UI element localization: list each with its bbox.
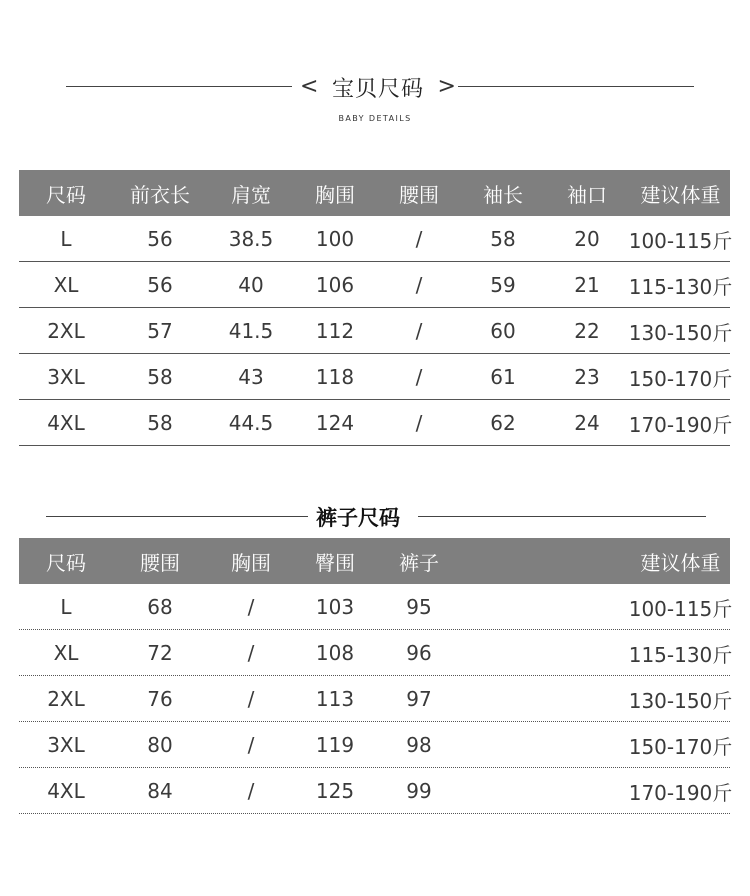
table-cell: 43 [238,365,264,389]
table-cell: 58 [490,227,516,251]
tops-table-header [19,170,730,216]
table-row [19,630,733,676]
table-cell: 68 [147,595,173,619]
weight-cell: 150-170斤 [628,366,733,391]
header-cell: 建议体重 [640,550,721,575]
table-cell: 95 [406,595,432,619]
table-cell: 40 [238,273,264,297]
heading-title-group [300,70,456,104]
header-cell: 腰围 [140,550,180,575]
heading-rule-right [418,516,706,517]
table-cell: 72 [147,641,173,665]
table-cell: 80 [147,733,173,757]
section1-heading [0,70,750,106]
weight-cell: 100-115斤 [628,228,733,253]
table-cell: 56 [147,273,173,297]
table-cell: / [415,365,423,389]
header-cell: 胸围 [231,550,271,575]
table-cell: / [247,779,255,803]
table-row [19,354,733,400]
table-cell: / [415,273,423,297]
table-cell: 112 [315,319,355,343]
table-cell: 20 [574,227,600,251]
table-cell: 57 [147,319,173,343]
size-cell: XL [53,641,79,665]
table-cell: 41.5 [228,319,274,343]
table-cell: / [247,733,255,757]
size-cell: 4XL [47,411,85,435]
table-cell: / [247,641,255,665]
header-cell: 前衣长 [130,182,190,207]
weight-cell: 170-190斤 [628,412,733,437]
table-row [19,584,733,630]
header-cell: 裤子 [399,550,439,575]
table-row [19,722,733,768]
table-cell: 38.5 [228,227,274,251]
table-row [19,676,733,722]
table-row [19,216,733,262]
table-cell: 96 [406,641,432,665]
weight-cell: 170-190斤 [628,780,733,805]
header-cell: 建议体重 [640,182,721,207]
pants-table-header [19,538,730,584]
section1-title: 宝贝尺码 [331,76,424,102]
header-cell: 袖长 [483,182,523,207]
table-cell: 125 [315,779,355,803]
table-row [19,308,733,354]
table-cell: 99 [406,779,432,803]
table-cell: 21 [574,273,600,297]
size-cell: 2XL [47,319,85,343]
header-cell: 袖口 [567,182,607,207]
table-cell: 59 [490,273,516,297]
table-cell: / [415,227,423,251]
chevron-right-icon: > [437,74,456,99]
pants-size-table [19,538,733,814]
table-cell: 56 [147,227,173,251]
table-cell: / [415,319,423,343]
table-cell: 76 [147,687,173,711]
section1-subtitle: BABY DETAILS [338,114,412,123]
table-cell: 61 [490,365,516,389]
section2-heading [0,502,750,532]
table-cell: 60 [490,319,516,343]
header-cell: 肩宽 [231,182,271,207]
size-cell: L [60,227,72,251]
tops-size-table [19,170,733,446]
table-cell: 103 [315,595,355,619]
section2-title: 裤子尺码 [316,506,400,530]
table-row [19,400,733,446]
chevron-left-icon: < [300,74,319,99]
header-cell: 尺码 [46,550,86,575]
table-cell: / [247,687,255,711]
table-cell: 24 [574,411,600,435]
size-cell: 3XL [47,733,85,757]
size-cell: L [60,595,72,619]
table-cell: 124 [315,411,355,435]
table-cell: 22 [574,319,600,343]
table-cell: 84 [147,779,173,803]
header-cell: 尺码 [46,182,86,207]
table-cell: / [415,411,423,435]
table-cell: 23 [574,365,600,389]
table-cell: 44.5 [228,411,274,435]
table-cell: 62 [490,411,516,435]
table-row [19,262,733,308]
table-cell: 58 [147,411,173,435]
size-cell: 2XL [47,687,85,711]
heading-rule-right [458,86,694,87]
row-divider [19,445,730,446]
table-cell: 58 [147,365,173,389]
weight-cell: 100-115斤 [628,596,733,621]
size-cell: 3XL [47,365,85,389]
size-cell: XL [53,273,79,297]
weight-cell: 115-130斤 [628,642,733,667]
table-cell: 100 [315,227,355,251]
table-cell: 113 [315,687,355,711]
header-cell: 胸围 [315,182,355,207]
table-cell: 106 [315,273,355,297]
weight-cell: 130-150斤 [628,320,733,345]
header-cell: 臀围 [315,550,355,575]
table-cell: 119 [315,733,355,757]
table-row [19,768,733,814]
table-cell: 108 [315,641,355,665]
table-cell: 98 [406,733,432,757]
table-cell: 118 [315,365,355,389]
table-cell: / [247,595,255,619]
heading-rule-left [66,86,292,87]
weight-cell: 130-150斤 [628,688,733,713]
header-cell: 腰围 [399,182,439,207]
table-cell: 97 [406,687,432,711]
heading-rule-left [46,516,308,517]
size-cell: 4XL [47,779,85,803]
weight-cell: 150-170斤 [628,734,733,759]
row-divider [19,813,730,814]
weight-cell: 115-130斤 [628,274,733,299]
